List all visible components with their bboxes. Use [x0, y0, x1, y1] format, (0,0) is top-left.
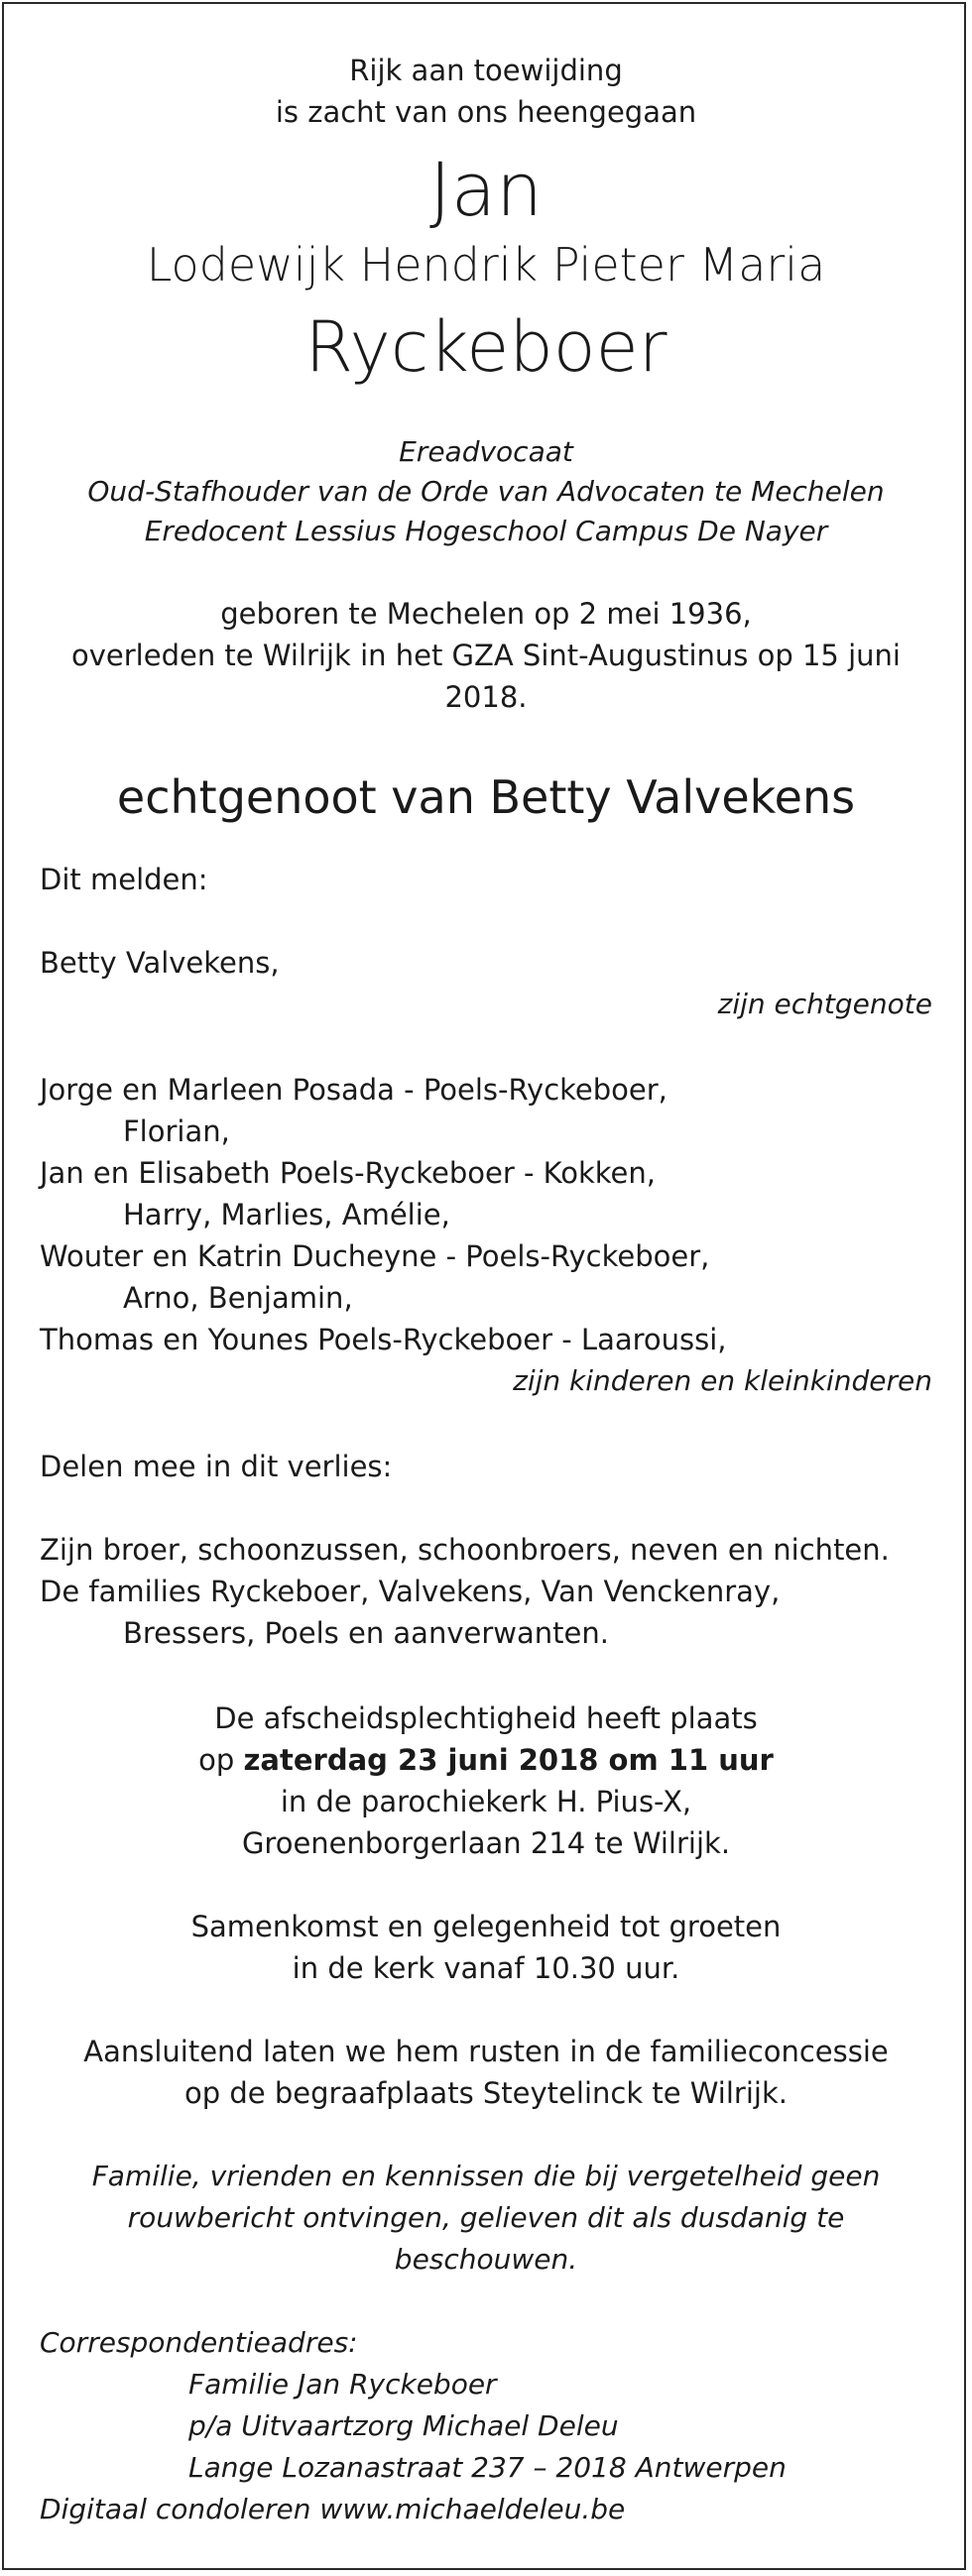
share-intro: Delen mee in dit verlies:: [40, 1450, 393, 1483]
spouse-name: Betty Valvekens,: [40, 946, 280, 980]
title-line: Oud-Stafhouder van de Orde van Advocaten te Mechelen: [87, 475, 885, 508]
birth-line: geboren te Mechelen op 2 mei 1936,: [220, 597, 752, 631]
death-notice: [40, 50, 932, 2530]
ceremony-date: zaterdag 23 juni 2018 om 11 uur: [243, 1743, 774, 1777]
gathering-block: [40, 1906, 932, 1989]
correspondence-line: p/a Uitvaartzorg Michael Deleu: [188, 2409, 619, 2442]
correspondence-line: Familie Jan Ryckeboer: [188, 2368, 497, 2400]
titles: [40, 432, 932, 551]
ceremony-line: in de parochiekerk H. Pius-X,: [280, 1785, 692, 1818]
intro-line: is zacht van ons heengegaan: [275, 95, 697, 129]
correspondence-label: Correspondentieadres:: [40, 2326, 358, 2359]
correspondence-line: Lange Lozanastraat 237 – 2018 Antwerpen: [188, 2451, 787, 2484]
online-condolence: Digitaal condoleren www.michaeldeleu.be: [40, 2493, 626, 2525]
ceremony-line: [40, 1739, 932, 1781]
death-line: overleden te Wilrijk in het GZA Sint-Augustinus op 15 juni 2018.: [71, 639, 901, 714]
family-block: [40, 1529, 932, 1654]
family-line: De families Ryckeboer, Valvekens, Van Venckenray,: [40, 1575, 781, 1608]
child-couple: Jorge en Marleen Posada - Poels-Ryckeboer,: [40, 1073, 668, 1107]
title-line: Ereadvocaat: [399, 435, 573, 468]
first-name: Jan: [428, 148, 544, 233]
burial-line: Aansluitend laten we hem rusten in de familieconcessie: [83, 2035, 889, 2068]
title-line: Eredocent Lessius Hogeschool Campus De Nayer: [144, 515, 828, 547]
last-name: Ryckeboer: [304, 306, 668, 388]
correspondence-block: [40, 2322, 932, 2530]
family-line: Bressers, Poels en aanverwanten.: [123, 1616, 609, 1650]
family-line: Zijn broer, schoonzussen, schoonbroers, neven en nichten.: [40, 1533, 890, 1567]
grandchildren: Arno, Benjamin,: [123, 1281, 353, 1315]
notice-line: Familie, vrienden en kennissen die bij vergetelheid geen: [91, 2160, 881, 2192]
spouse-line: echtgenoot van Betty Valvekens: [116, 770, 856, 824]
child-couple: Wouter en Katrin Ducheyne - Poels-Ryckeboer,: [40, 1239, 710, 1273]
ceremony-line: De afscheidsplechtigheid heeft plaats: [214, 1701, 758, 1735]
intro: [40, 50, 932, 133]
intro-line: Rijk aan toewijding: [349, 54, 623, 87]
children-block: [40, 1069, 932, 1402]
ceremony-line: Groenenborgerlaan 214 te Wilrijk.: [241, 1826, 731, 1860]
ceremony-block: [40, 1698, 932, 1864]
spouse-block: [40, 942, 932, 1025]
gathering-line: Samenkomst en gelegenheid tot groeten: [190, 1910, 782, 1943]
grandchildren: Florian,: [123, 1114, 230, 1148]
notice-block: [40, 2156, 932, 2281]
middle-names: Lodewijk Hendrik Pieter Maria: [146, 238, 826, 292]
gathering-line: in de kerk vanaf 10.30 uur.: [292, 1951, 680, 1985]
spouse-role: zijn echtgenote: [717, 988, 932, 1020]
child-couple: Jan en Elisabeth Poels-Ryckeboer - Kokken,: [40, 1156, 656, 1190]
notice-line: rouwbericht ontvingen, gelieven dit als dusdanig te beschouwen.: [127, 2201, 845, 2276]
dates: [40, 593, 932, 718]
burial-line: op de begraafplaats Steytelinck te Wilrijk.: [184, 2076, 788, 2110]
grandchildren: Harry, Marlies, Amélie,: [123, 1198, 450, 1231]
ceremony-prefix: op: [198, 1743, 244, 1777]
burial-block: [40, 2031, 932, 2114]
children-role: zijn kinderen en kleinkinderen: [513, 1364, 932, 1397]
child-couple: Thomas en Younes Poels-Ryckeboer - Laaroussi,: [40, 1323, 727, 1356]
announce: Dit melden:: [40, 863, 208, 896]
